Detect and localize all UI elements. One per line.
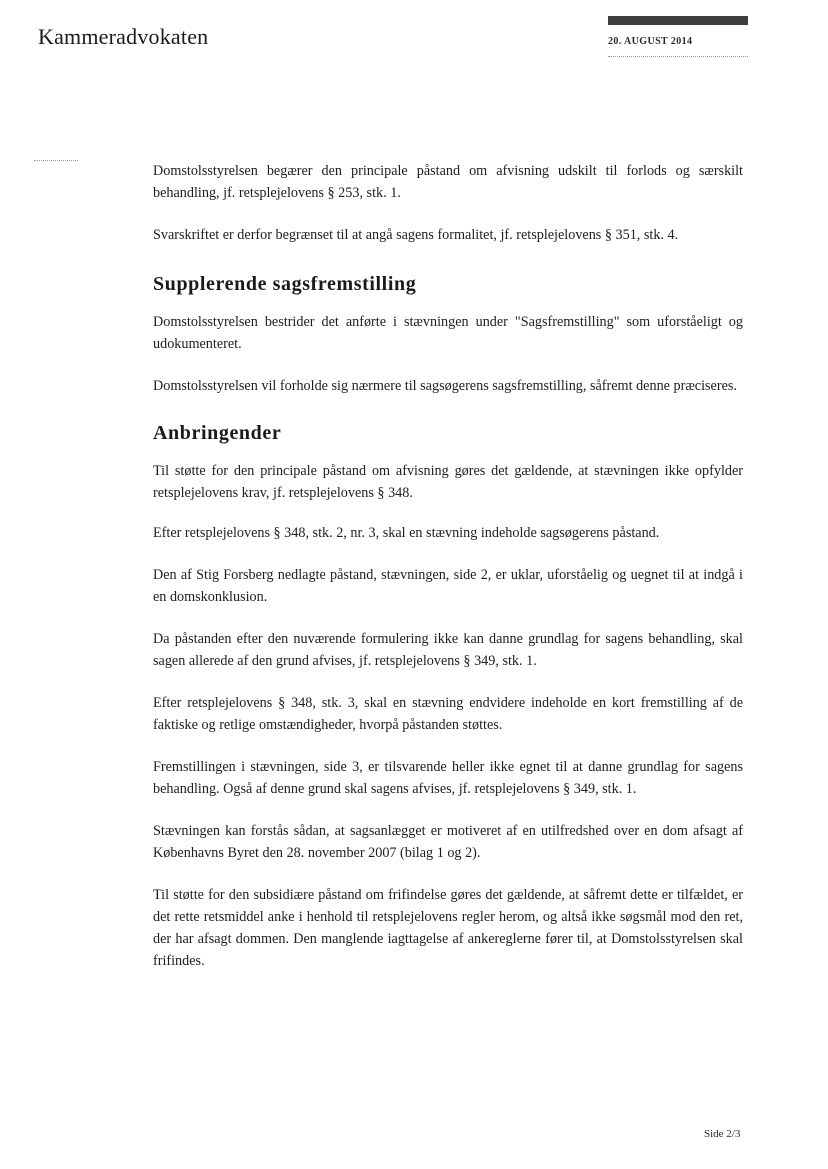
paragraph: Til støtte for den subsidiære påstand om frifindelse gøres det gældende, at såfremt dette er tilfældet, er det rette retsmiddel anke i henhold til retsplejelovens regler herom, og altså ikke søgsmål mod den ret, der har afsagt dommen. Den manglende iagttagelse af ankereglerne fører til, at Domstolsstyrelsen skal frifindes. xyxy=(153,887,743,969)
margin-mark xyxy=(34,160,78,161)
paragraph: Svarskriftet er derfor begrænset til at angå sagens formalitet, jf. retsplejelovens § 351, stk. 4. xyxy=(153,227,679,243)
paragraph: Domstolsstyrelsen begærer den principale påstand om afvisning udskilt til forlods og særskilt behandling, jf. retsplejelovens § 253, stk. 1. xyxy=(153,163,743,201)
paragraph: Domstolsstyrelsen bestrider det anførte i stævningen under "Sagsfremstilling" som uforståeligt og udokumenteret. xyxy=(153,314,743,352)
date-rule xyxy=(608,56,748,57)
paragraph: Efter retsplejelovens § 348, stk. 2, nr. 3, skal en stævning indeholde sagsøgerens påstand. xyxy=(153,525,660,541)
date-bar xyxy=(608,16,748,25)
page-number: Side 2/3 xyxy=(704,1128,741,1140)
paragraph: Den af Stig Forsberg nedlagte påstand, stævningen, side 2, er uklar, uforståelig og uegnet til at indgå i en domskonklusion. xyxy=(153,567,743,605)
paragraph: Domstolsstyrelsen vil forholde sig nærmere til sagsøgerens sagsfremstilling, såfremt denne præciseres. xyxy=(153,378,737,394)
paragraph: Stævningen kan forstås sådan, at sagsanlægget er motiveret af en utilfredshed over en dom afsagt af Københavns Byret den 28. november 2007 (bilag 1 og 2). xyxy=(153,823,743,861)
date-block xyxy=(608,16,748,57)
paragraph: Efter retsplejelovens § 348, stk. 3, skal en stævning endvidere indeholde en kort fremstilling af de faktiske og retlige omstændigheder, hvorpå påstanden støttes. xyxy=(153,695,743,733)
document-body xyxy=(153,160,743,972)
paragraph: Til støtte for den principale påstand om afvisning gøres det gældende, at stævningen ikke opfylder retsplejelovens krav, jf. retsplejelovens § 348. xyxy=(153,463,743,501)
logo: Kammeradvokaten xyxy=(38,24,209,49)
paragraph: Fremstillingen i stævningen, side 3, er tilsvarende heller ikke egnet til at danne grundlag for sagens behandling. Også af denne grund skal sagens afvises, jf. retsplejelovens § 349, stk. 1. xyxy=(153,759,743,797)
document-date: 20. AUGUST 2014 xyxy=(608,36,693,47)
section-heading: Anbringender xyxy=(153,422,282,444)
section-heading: Supplerende sagsfremstilling xyxy=(153,273,417,295)
paragraph: Da påstanden efter den nuværende formulering ikke kan danne grundlag for sagens behandling, skal sagen allerede af den grund afvises, jf. retsplejelovens § 349, stk. 1. xyxy=(153,631,743,669)
